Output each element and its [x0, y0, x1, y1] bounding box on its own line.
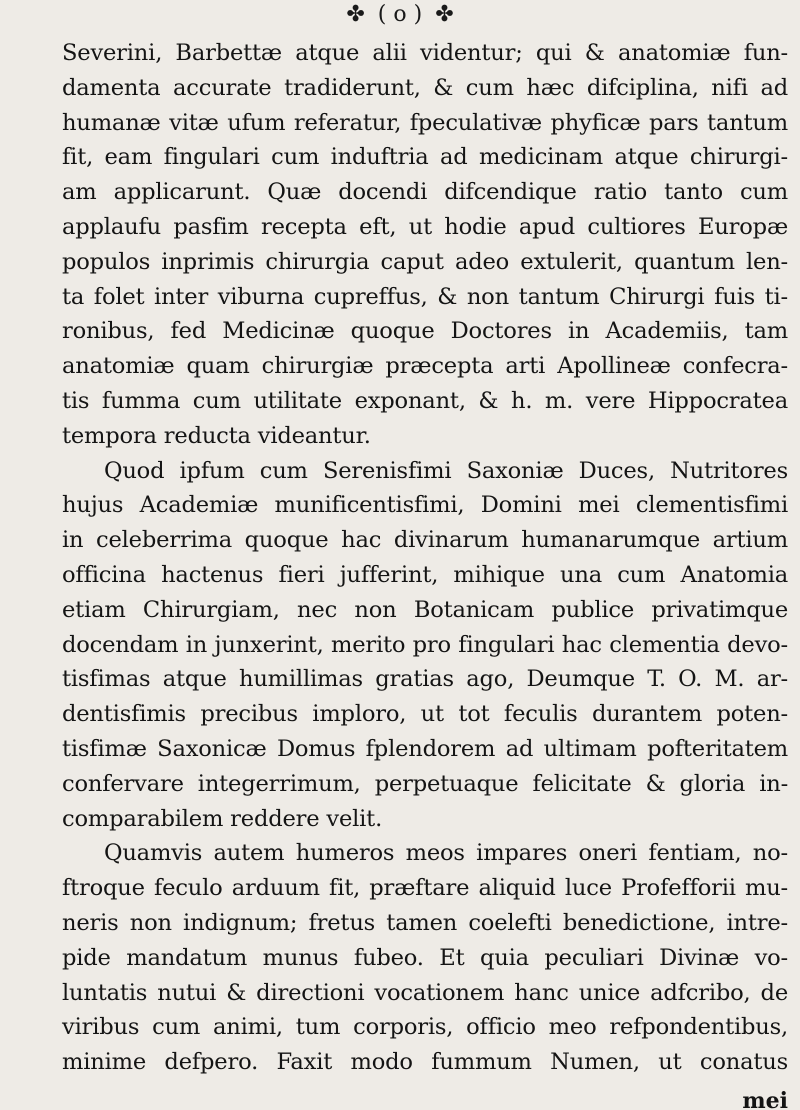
fleuron-left-icon: ✤ [346, 2, 365, 27]
catchword: mei [742, 1088, 788, 1110]
text-line: tisfimas atque humillimas gratias ago, Deumque T. O. M. ar- [62, 666, 788, 693]
text-line: neris non indignum; fretus tamen coelefti benedictione, intre- [62, 909, 788, 936]
page-header [0, 2, 800, 40]
text-line: officina hactenus fieri jufferint, mihique una cum Anatomia [62, 561, 788, 588]
text-line: confervare integerrimum, perpetuaque felicitate & gloria in- [62, 770, 788, 797]
text-line: am applicarunt. Quæ docendi difcendique ratio tanto cum [62, 179, 788, 206]
page-number: ( o ) [377, 2, 423, 27]
body-text [62, 36, 788, 1080]
text-line: comparabilem reddere velit. [62, 805, 383, 832]
text-line: anatomiæ quam chirurgiæ præcepta arti Apollineæ confecra- [62, 353, 788, 380]
fleuron-right-icon: ✤ [435, 2, 454, 27]
text-line: hujus Academiæ munificentisfimi, Domini mei clementisfimi [62, 492, 788, 519]
text-line: etiam Chirurgiam, nec non Botanicam publice privatimque [62, 596, 788, 623]
text-line: Quod ipfum cum Serenisfimi Saxoniæ Duces, Nutritores [104, 457, 788, 484]
text-line: luntatis nutui & directioni vocationem hanc unice adfcribo, de [62, 979, 788, 1006]
text-line: pide mandatum munus fubeo. Et quia peculiari Divinæ vo- [62, 944, 788, 971]
text-line: dentisfimis precibus imploro, ut tot feculis durantem poten- [62, 701, 788, 728]
text-line: docendam in junxerint, merito pro fingulari hac clementia devo- [62, 631, 788, 658]
text-line: applaufu pasfim recepta eft, ut hodie apud cultiores Europæ [62, 213, 788, 240]
text-line: damenta accurate tradiderunt, & cum hæc difciplina, nifi ad [62, 74, 788, 101]
text-line: populos inprimis chirurgia caput adeo extulerit, quantum len- [62, 248, 788, 275]
text-line: minime defpero. Faxit modo fummum Numen, ut conatus [62, 1049, 788, 1076]
text-line: tempora reducta videantur. [62, 422, 371, 449]
text-line: in celeberrima quoque hac divinarum humanarumque artium [62, 527, 788, 554]
text-line: humanæ vitæ ufum referatur, fpeculativæ phyficæ pars tantum [62, 109, 788, 136]
text-line: tisfimæ Saxonicæ Domus fplendorem ad ultimam pofteritatem [62, 735, 788, 762]
text-line: Quamvis autem humeros meos impares oneri fentiam, no- [104, 840, 788, 867]
text-line: fit, eam fingulari cum induftria ad medicinam atque chirurgi- [62, 144, 788, 171]
text-line: ftroque feculo arduum fit, præftare aliquid luce Profefforii mu- [62, 875, 788, 902]
text-line: ta folet inter viburna cupreffus, & non tantum Chirurgi fuis ti- [62, 283, 788, 310]
text-line: Severini, Barbettæ atque alii videntur; qui & anatomiæ fun- [62, 40, 788, 66]
text-line: tis fumma cum utilitate exponant, & h. m. vere Hippocratea [62, 387, 788, 414]
text-line: ronibus, fed Medicinæ quoque Doctores in Academiis, tam [62, 318, 788, 345]
text-line: viribus cum animi, tum corporis, officio meo refpondentibus, [62, 1014, 788, 1041]
